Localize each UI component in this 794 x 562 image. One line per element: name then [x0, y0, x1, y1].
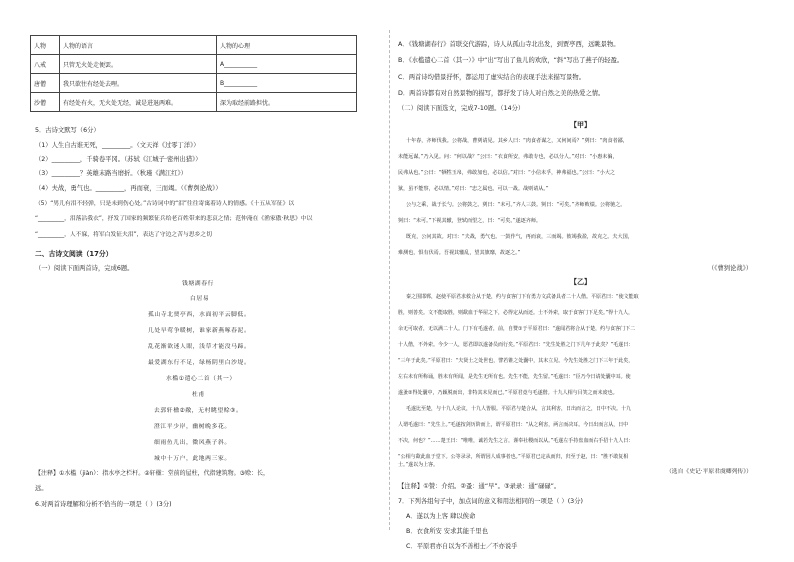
passage-line: “公相与歃此血于堂下。公等录录，所谓因人成事者也。”平原君已定从而归，归至于赵，曰：“胜不敢复相	[398, 454, 629, 460]
column-divider	[389, 30, 390, 530]
question-5-line: （5）“男儿有泪不轻弹，只是未到伤心处。”古诗词中的“泪”往往寄寓着诗人的情感。《十五从军征》以	[35, 201, 295, 207]
poem-line: 去郭轩楹②敞，无村眺望赊③。	[154, 408, 243, 414]
passage-line: 人谓毛遂曰：“先生上。”毛遂按剑历阶而上，谓平原君曰：“从之利害，两言而决耳。今日出而言从，日中	[398, 422, 629, 428]
table-cell: 人物的心理	[217, 36, 357, 55]
poem-line: 孤山寺北贾亭西，水面初平云脚低。	[148, 312, 251, 318]
passage-yi-source: （选自《史记·平原君虞卿列传》）	[666, 469, 752, 475]
table-cell: A___________	[217, 55, 357, 74]
subsection-1-heading: （一）阅读下面两首诗，完成6题。	[35, 265, 134, 272]
poem-notes-continued: 远。	[35, 485, 48, 492]
passage-line: 公与之乘，战于长勺。公将鼓之。刿曰：“未可。”齐人三鼓。刿曰：“可矣。”齐师败绩。公将驰之。	[406, 202, 626, 208]
table-row	[31, 93, 357, 112]
passage-jia-source: （《曹刿论战》）	[708, 265, 753, 272]
table-cell: B___________	[217, 74, 357, 93]
table-cell: 人物	[31, 36, 60, 55]
passage-line: 难测也，惧有伏焉。吾视其辙乱，望其旗靡，故逐之。”	[398, 250, 521, 256]
question-5-line: “_________，泪落沾我衣”，抒发了国家的频繁征兵给老百姓带来的悲哀之情；范仲淹在《渔家傲·秋思》中以	[35, 216, 313, 222]
passage-yi-label: 【乙】	[570, 278, 591, 286]
poem-line: 城中十万户，此地两三家。	[154, 456, 231, 462]
character-table	[30, 35, 357, 112]
q6-option-d: D．两首诗都有对自然景物的描写，都抒发了诗人对自然之美的热爱之情。	[398, 90, 605, 97]
passage-line: 士。”遂以为上客。	[398, 462, 439, 468]
table-cell: 我只欲往有经处去哩。	[60, 74, 217, 93]
passage-line: 遂蚤②得处囊中，乃颖脱而出，非特其末见而已。”平原君竟与毛遂偕。十九人相与目笑之而未废也。	[398, 390, 618, 396]
passage-line: 既克，公问其故。对曰：“夫战，勇气也。一鼓作气，再而衰，三而竭。彼竭我盈，故克之。夫大国，	[406, 234, 633, 240]
q6-option-c: C．两首诗均借景抒怀，都运用了虚实结合的表现手法来描写景物。	[398, 74, 586, 81]
passage-jia-label: 【甲】	[570, 121, 591, 129]
passage-line: 毛遂比至楚，与十九人论议，十九人皆服。平原君与楚合从，言其利害，日出而言之，日中不决。十九	[406, 406, 632, 412]
question-7: 7．下列各组句子中，加点词的意义和用法相同的一项是（ ）(3分)	[398, 498, 583, 505]
table-cell: 沙僧	[31, 93, 60, 112]
table-row	[31, 55, 357, 74]
question-5-line: “_________，人不寐，将军白发征夫泪”，表达了守边之苦与思乡之切	[35, 232, 213, 238]
passage-line: 未能远谋。”乃入见。问：“何以战？”公曰：“衣食所安，弗敢专也，必以分人。”对曰：“小惠未徧，	[398, 154, 618, 160]
poem-2-author: 杜甫	[192, 392, 205, 398]
passage-line: 刿曰：“未可。”下视其辙，登轼而望之，曰：“可矣。”遂逐齐师。	[398, 218, 541, 224]
passage-notes: 【注释】①赞：介绍。②蚤：通“早”。③录录：通“碌碌”。	[398, 483, 561, 490]
q6-option-b: B．《水槛遣心二首（其一）》中“出”写出了鱼儿的欢欣，“斜”写出了燕子的轻盈。	[398, 57, 624, 64]
poem-line: 最爱湖东行不足，绿杨阴里白沙堤。	[148, 360, 251, 366]
passage-line: 余无可取者，无以满二十人。门下有毛遂者，前，自赞①于平原君曰：“遂闻君将合从于楚，约与食客门下二	[398, 326, 636, 332]
table-header-row	[31, 36, 357, 55]
passage-line: 狱，虽不能察，必以情。”对曰：“忠之属也。可以一战。战则请从。”	[398, 186, 549, 192]
q7-option-a: A．遂以为上客 肆以俟命	[406, 513, 476, 520]
passage-line: 十人偕，不外索。今少一人，愿君即以遂备员而行矣。”平原君曰：“先生处胜之门下几年于此矣？”毛遂曰：	[398, 342, 634, 348]
section-2-heading: 二、古诗文阅读（17分）	[35, 250, 113, 258]
poem-1-author: 白居易	[190, 296, 210, 302]
table-cell: 人物的语言	[60, 36, 217, 55]
table-cell: 深为取经前路担忧。	[217, 93, 357, 112]
table-cell: 有经处有火，无火处无经，诚是进退两难。	[60, 93, 217, 112]
table-cell: 唐僧	[31, 74, 60, 93]
poem-notes: 【注释】①水槛（jiàn）：指水亭之栏杆。②轩楹：堂前的屋柱，代指建筑物。③赊：长，	[35, 470, 269, 477]
passage-line: 民弗从也。”公曰：“牺牲玉帛，弗敢加也，必以信。”对曰：“小信未孚，神弗福也。”公曰：“小大之	[398, 170, 616, 176]
poem-line: 细雨鱼儿出，微风燕子斜。	[154, 440, 231, 446]
question-5-line: （3）_________？英雄末路当磨折。（秋瑾《满江红》）	[35, 170, 187, 177]
passage-line: 秦之围邯郸，赵使平原君求救合从于楚，约与食客门下有勇力文武备具者二十人偕。平原君曰：“使文能取	[406, 294, 639, 300]
passage-line: 胜，则善矣。文不能取胜，则歃血于华屋之下，必得定从而还。士不外索，取于食客门下足矣。”得十九人，	[398, 310, 634, 316]
q7-option-b: B．衣食所安 安求其能千里也	[406, 528, 488, 535]
poem-1-title: 钱塘湖春行	[182, 281, 214, 287]
q7-option-c: C．平原君亦自以为不善相士／不亦说乎	[406, 543, 518, 550]
subsection-2-heading: （二）阅读下面选文，完成7-10题。（14分）	[398, 105, 525, 112]
passage-line: 十年春，齐师伐我。公将战，曹刿请见。其乡人曰：“肉食者谋之，又何间焉？”刿曰：“肉食者鄙，	[406, 138, 628, 144]
poem-2-title: 水槛①遣心二首（其一）	[166, 376, 236, 382]
question-6: 6.对两首诗理解和分析不恰当的一项是（ ）(3分)	[35, 501, 172, 508]
question-5-heading: 5．古诗文默写（6分）	[35, 127, 100, 134]
question-5-line: （4）夫战，勇气也。_________，再而衰，三而竭。（《曹刿论战》）	[35, 185, 222, 192]
question-5-line: （2）_________，千骑卷平冈。（苏轼《江城子·密州出猎》）	[35, 156, 202, 163]
question-5-line: （1）人生自古谁无死，_________。（文天祥《过零丁洋》）	[35, 142, 200, 149]
table-cell: 只管无火处走便罢。	[60, 55, 217, 74]
passage-line: 左右未有所称诵，胜未有所闻，是先生无所有也。先生不能，先生留。”毛遂曰：“臣乃今日请处囊中耳。使	[398, 374, 631, 380]
poem-line: 澄江平少岸，幽树晚多花。	[154, 424, 231, 430]
poem-line: 乱花渐欲迷人眼，浅草才能没马蹄。	[148, 344, 251, 350]
passage-line: 不决，何也？”……楚王曰：“唯唯，诚若先生之言，谨奉社稷而以从。”毛遂左手持盘血而右手招十九人曰：	[398, 438, 634, 444]
table-cell: 八戒	[31, 55, 60, 74]
table-row	[31, 74, 357, 93]
q6-option-a: A．《钱塘湖春行》首联交代游踪，诗人从孤山寺北出发，到贾亭西，远眺景物。	[398, 41, 620, 48]
poem-line: 几处早莺争暖树，谁家新燕啄春泥。	[148, 328, 251, 334]
passage-line: “三年于此矣。”平原君曰：“夫贤士之处世也，譬若锥之处囊中，其末立见。今先生处胜之门下三年于此矣，	[398, 358, 634, 364]
